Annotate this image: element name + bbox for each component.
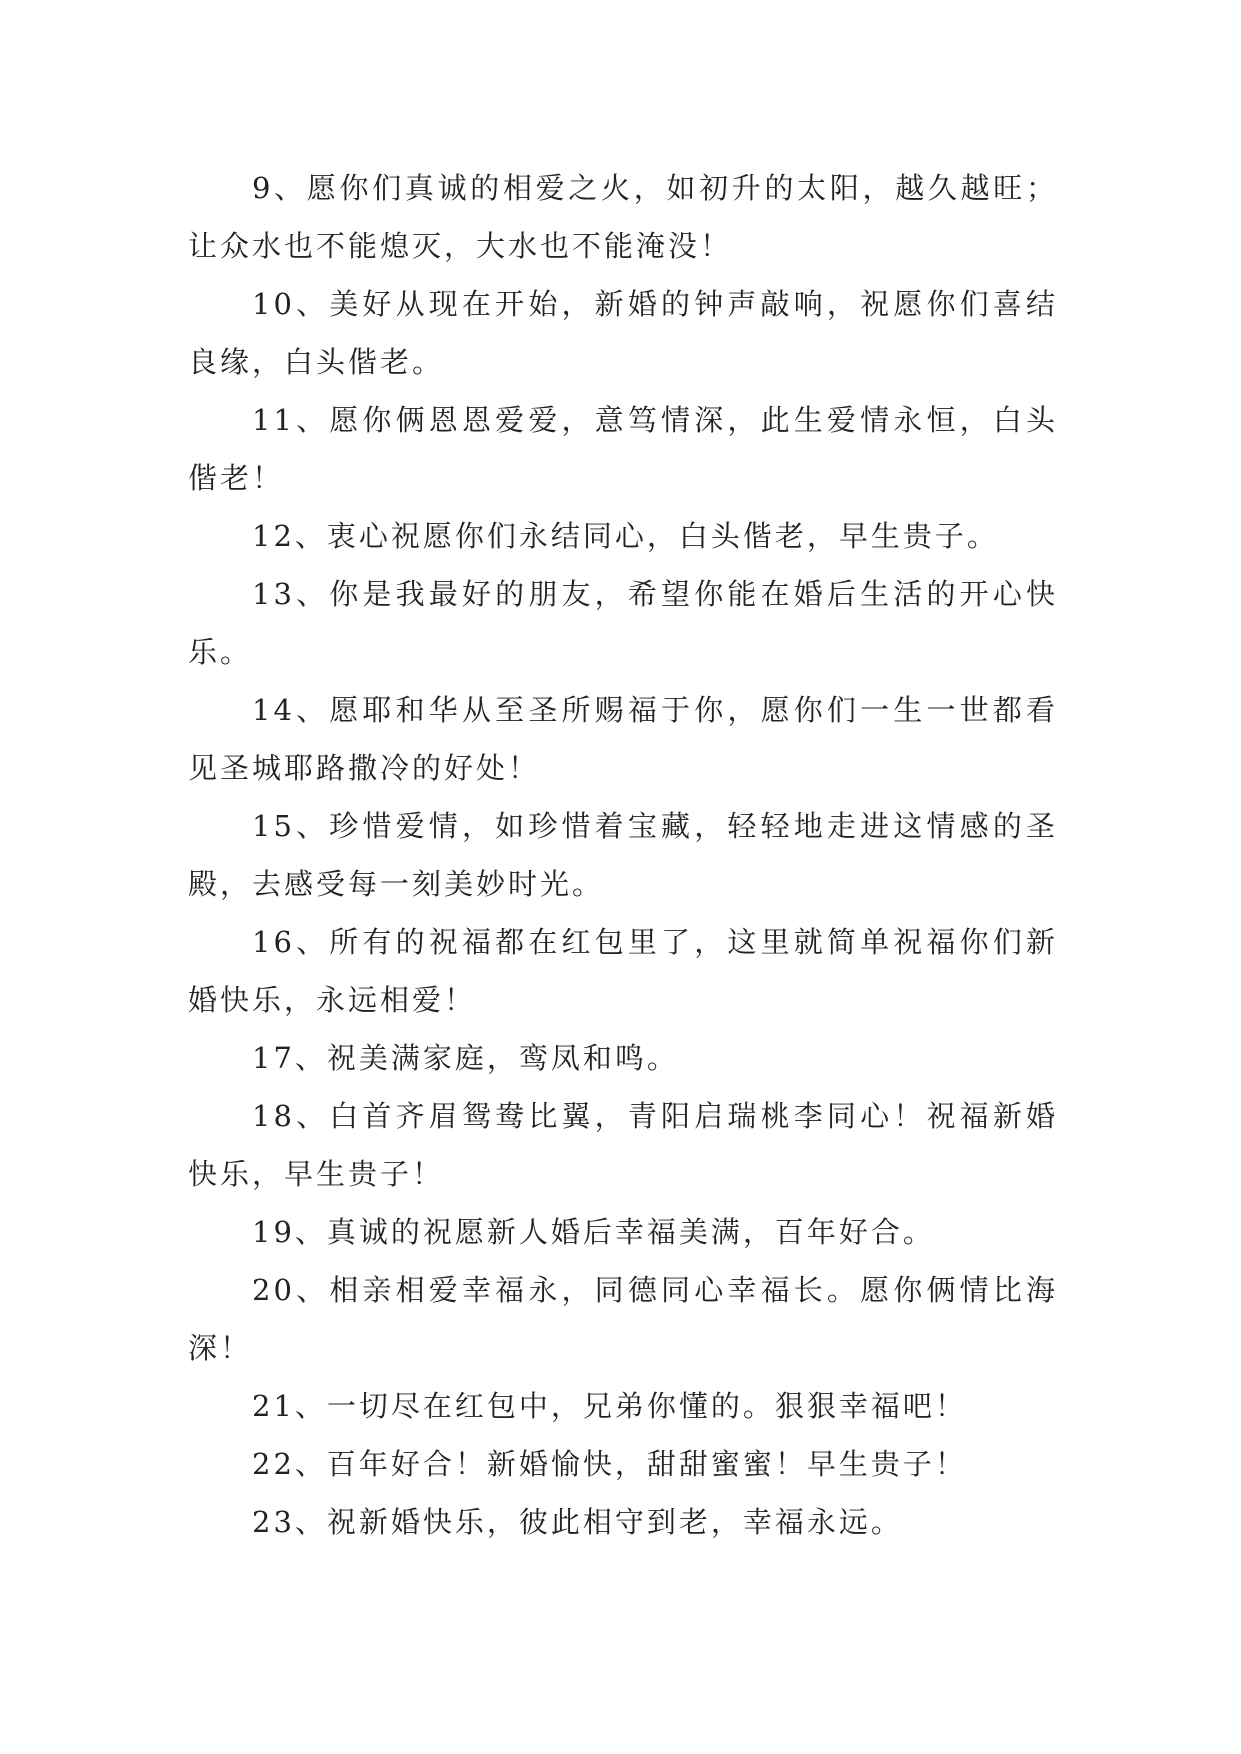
paragraph-17: 17、祝美满家庭，鸾凤和鸣。 [252, 1041, 679, 1075]
paragraph-21: 21、一切尽在红包中，兄弟你懂的。狠狠幸福吧！ [252, 1389, 967, 1423]
paragraph-23: 23、祝新婚快乐，彼此相守到老，幸福永远。 [252, 1505, 903, 1539]
paragraph-16: 16、所有的祝福都在红包里了，这里就简单祝福你们新婚快乐，永远相爱！ [188, 925, 1058, 1017]
paragraph-22: 22、百年好合！新婚愉快，甜甜蜜蜜！早生贵子！ [252, 1447, 967, 1481]
paragraph-12: 12、衷心祝愿你们永结同心，白头偕老，早生贵子。 [252, 519, 999, 553]
paragraph-14: 14、愿耶和华从至圣所赐福于你，愿你们一生一世都看见圣城耶路撒冷的好处！ [188, 693, 1058, 785]
paragraph-10: 10、美好从现在开始，新婚的钟声敲响，祝愿你们喜结良缘，白头偕老。 [188, 287, 1058, 379]
paragraph-9: 9、愿你们真诚的相爱之火，如初升的太阳，越久越旺；让众水也不能熄灭，大水也不能淹没！ [188, 171, 1058, 263]
document-body [188, 159, 1058, 1551]
paragraph-19: 19、真诚的祝愿新人婚后幸福美满，百年好合。 [252, 1215, 935, 1249]
paragraph-11: 11、愿你俩恩恩爱爱，意笃情深，此生爱情永恒，白头偕老！ [188, 403, 1058, 495]
paragraph-13: 13、你是我最好的朋友，希望你能在婚后生活的开心快乐。 [188, 577, 1058, 669]
paragraph-15: 15、珍惜爱情，如珍惜着宝藏，轻轻地走进这情感的圣殿，去感受每一刻美妙时光。 [188, 809, 1058, 901]
paragraph-18: 18、白首齐眉鸳鸯比翼，青阳启瑞桃李同心！祝福新婚快乐，早生贵子！ [188, 1099, 1058, 1191]
paragraph-20: 20、相亲相爱幸福永，同德同心幸福长。愿你俩情比海深！ [188, 1273, 1058, 1365]
